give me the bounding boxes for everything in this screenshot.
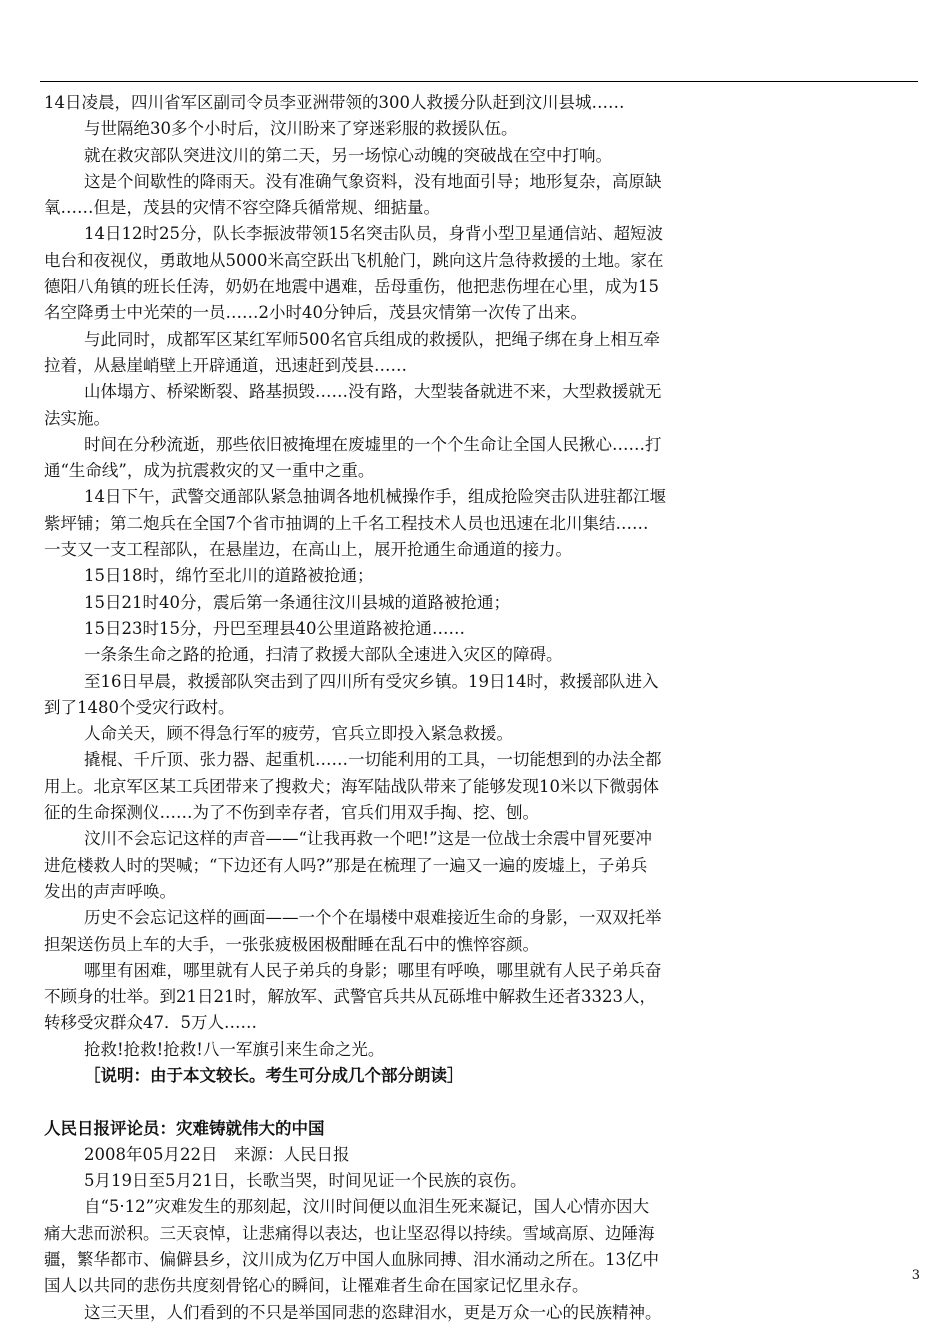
text-line: 疆，繁华都市、偏僻县乡，汶川成为亿万中国人血脉同搏、泪水涌动之所在。13亿中 (44, 1250, 659, 1270)
text-line: 抢救!抢救!抢救!八一军旗引来生命之光。 (84, 1039, 385, 1059)
text-line: 电台和夜视仪，勇敢地从5000米高空跃出飞机舱门，跳向这片急待救援的土地。家在 (44, 250, 664, 270)
text-line: 征的生命探测仪……为了不伤到幸存者，官兵们用双手掏、挖、刨。 (44, 803, 539, 823)
heading-line: 人民日报评论员：灾难铸就伟大的中国 (44, 1118, 325, 1138)
text-line: 一支又一支工程部队，在悬崖边，在高山上，展开抢通生命通道的接力。 (44, 540, 572, 560)
text-line: 法实施。 (44, 408, 110, 428)
text-line: 到了1480个受灾行政村。 (44, 697, 235, 717)
text-line: 14日凌晨，四川省军区副司令员李亚洲带领的300人救援分队赶到汶川县城…… (44, 93, 625, 112)
text-line: 国人以共同的悲伤共度刻骨铭心的瞬间，让罹难者生命在国家记忆里永存。 (44, 1276, 589, 1296)
text-line: 14日12时25分，队长李振波带领15名突击队员，身背小型卫星通信站、超短波 (84, 224, 663, 244)
text-line: 15日21时40分，震后第一条通往汶川县城的道路被抢通； (84, 592, 510, 612)
text-line: 5月19日至5月21日，长歌当哭，时间见证一个民族的哀伤。 (84, 1171, 527, 1191)
text-line: 拉着，从悬崖峭壁上开辟通道，迅速赶到茂县…… (44, 355, 407, 375)
text-line: 就在救灾部队突进汶川的第二天，另一场惊心动魄的突破战在空中打响。 (84, 145, 612, 165)
text-line: 转移受灾群众47．5万人…… (44, 1013, 257, 1033)
text-line: 这三天里，人们看到的不只是举国同悲的恣肆泪水，更是万众一心的民族精神。 (84, 1302, 662, 1322)
text-line: 14日下午，武警交通部队紧急抽调各地机械操作手，组成抢险突击队进驻都江堰 (84, 487, 666, 507)
text-line: 痛大悲而淤积。三天哀悼，让悲痛得以表达，也让坚忍得以持续。雪域高原、边陲海 (44, 1223, 655, 1243)
text-line: 用上。北京军区某工兵团带来了搜救犬；海军陆战队带来了能够发现10米以下微弱体 (44, 776, 659, 796)
text-line: 哪里有困难，哪里就有人民子弟兵的身影；哪里有呼唤，哪里就有人民子弟兵奋 (84, 960, 662, 980)
text-line: 发出的声声呼唤。 (44, 881, 176, 901)
text-line: 一条条生命之路的抢通，扫清了救援大部队全速进入灾区的障碍。 (84, 645, 563, 665)
text-line: 名空降勇士中光荣的一员……2小时40分钟后，茂县灾情第一次传了出来。 (44, 303, 587, 323)
text-line: 15日18时，绵竹至北川的道路被抢通； (84, 566, 374, 586)
text-line: 历史不会忘记这样的画面——一个个在塌楼中艰难接近生命的身影，一双双托举 (84, 908, 662, 928)
text-line: 山体塌方、桥梁断裂、路基损毁……没有路，大型装备就进不来，大型救援就无 (84, 382, 662, 402)
text-line: 进危楼救人时的哭喊；“下边还有人吗?”那是在梳理了一遍又一遍的废墟上，子弟兵 (44, 855, 648, 875)
text-line: 与世隔绝30多个小时后，汶川盼来了穿迷彩服的救援队伍。 (84, 119, 518, 139)
text-line: 氧……但是，茂县的灾情不容空降兵循常规、细掂量。 (44, 198, 440, 218)
text-line: 不顾身的壮举。到21日21时，解放军、武警官兵共从瓦砾堆中解救生还者3323人， (44, 987, 656, 1007)
page-number: 3 (911, 1268, 920, 1283)
text-line: 汶川不会忘记这样的声音——“让我再救一个吧!”这是一位战士余震中冒死要冲 (84, 829, 653, 849)
text-line: 人命关天，顾不得急行军的疲劳，官兵立即投入紧急救援。 (84, 724, 513, 744)
text-line: 撬棍、千斤顶、张力器、起重机……一切能利用的工具，一切能想到的办法全都 (84, 750, 662, 770)
text-line: 这是个间歇性的降雨天。没有准确气象资料，没有地面引导；地形复杂，高原缺 (84, 171, 662, 191)
document-body (44, 90, 764, 1326)
text-line: 与此同时，成都军区某红军师500名官兵组成的救援队，把绳子绑在身上相互牵 (84, 329, 660, 349)
text-line: 自“5·12”灾难发生的那刻起，汶川时间便以血泪生死来凝记，国人心情亦因大 (84, 1197, 650, 1217)
text-line: 通“生命线”，成为抗震救灾的又一重中之重。 (44, 461, 375, 481)
text-line: 2008年05月22日 来源：人民日报 (84, 1144, 350, 1164)
text-line: 至16日早晨，救援部队突击到了四川所有受灾乡镇。19日14时，救援部队进入 (84, 671, 659, 691)
text-line: 15日23时15分，丹巴至理县40公里道路被抢通…… (84, 618, 465, 638)
text-line: 德阳八角镇的班长任涛，奶奶在地震中遇难，岳母重伤，他把悲伤埋在心里，成为15 (44, 277, 659, 297)
header-rule (40, 81, 918, 82)
text-line: 时间在分秒流逝，那些依旧被掩埋在废墟里的一个个生命让全国人民揪心……打 (84, 434, 662, 454)
heading-line: ［说明：由于本文较长。考生可分成几个部分朗读］ (84, 1065, 464, 1085)
text-line: 担架送伤员上车的大手，一张张疲极困极酣睡在乱石中的憔悴容颜。 (44, 934, 539, 954)
text-line: 紫坪铺；第二炮兵在全国7个省市抽调的上千名工程技术人员也迅速在北川集结…… (44, 513, 649, 533)
blank-line (44, 1089, 764, 1115)
